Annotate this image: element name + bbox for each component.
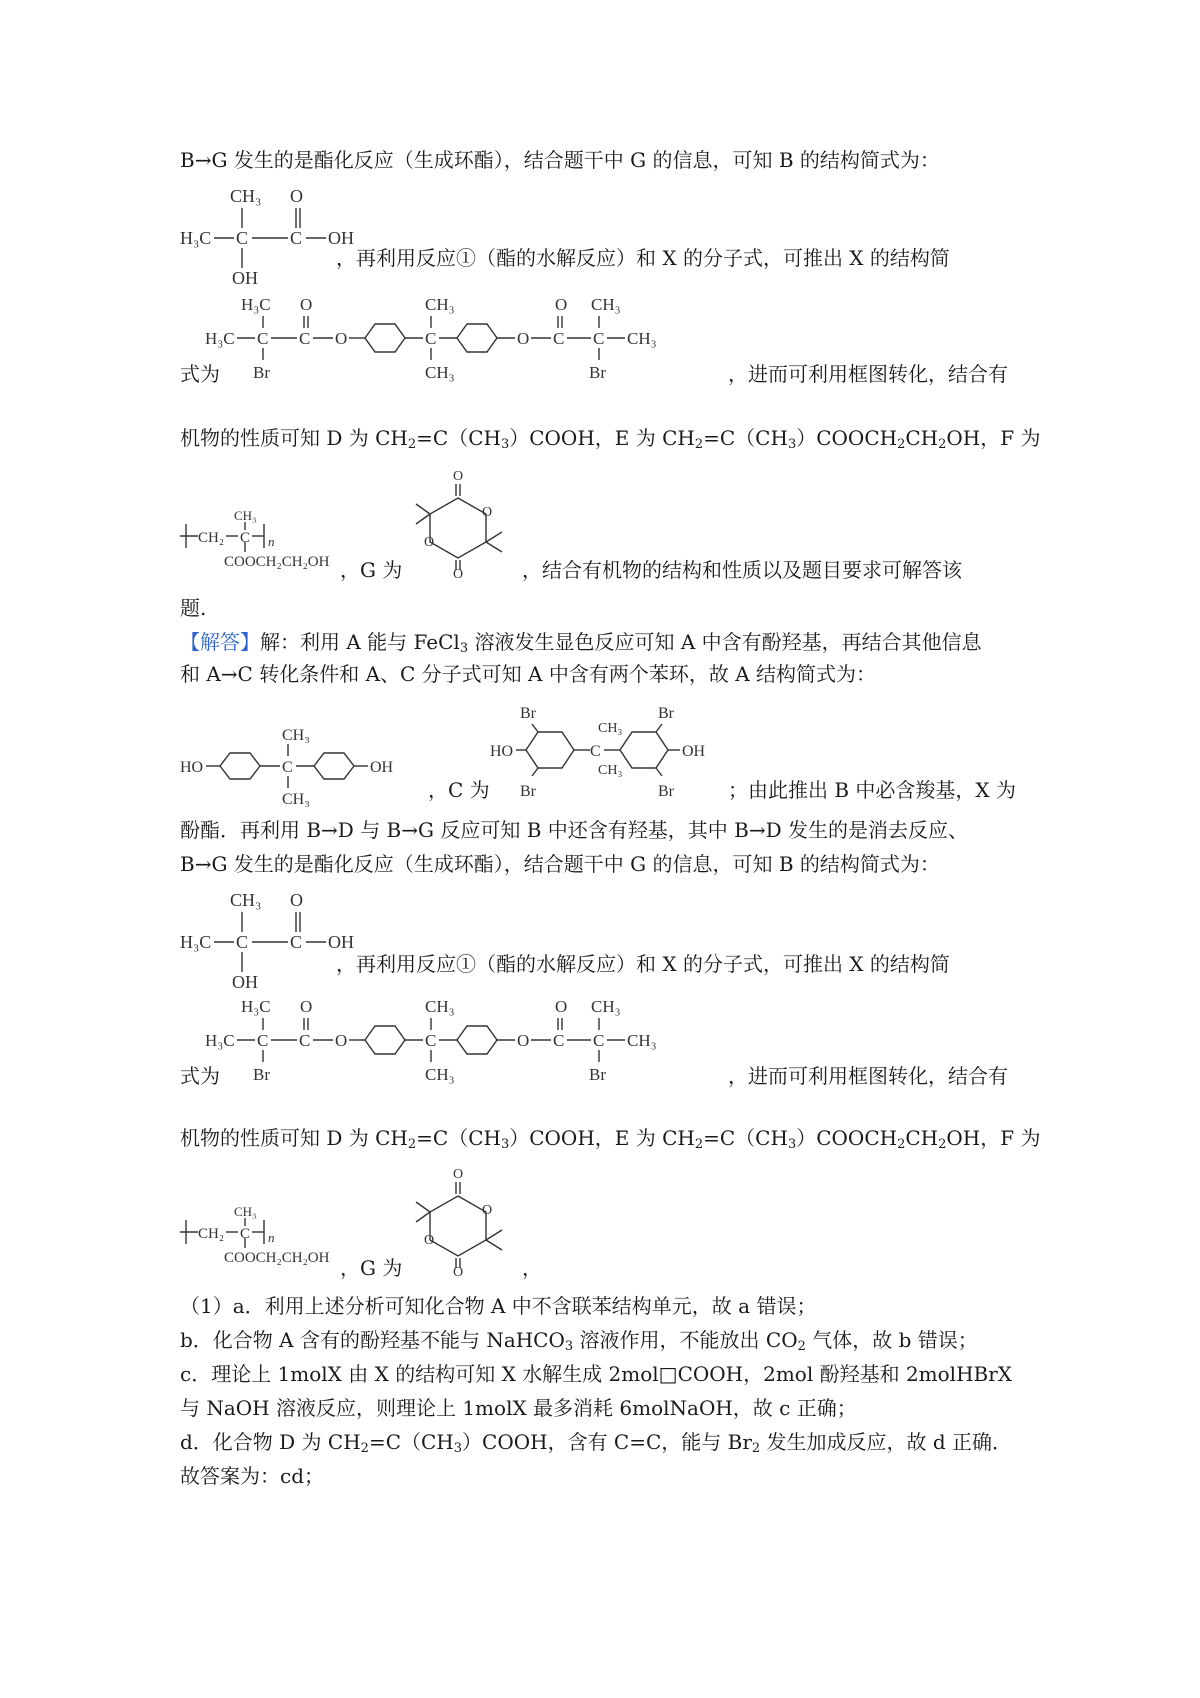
- group-label: O: [335, 329, 348, 348]
- group-label: HO: [490, 743, 514, 760]
- text-line: 机物的性质可知 D 为 $CH_2=C(CH_3)COOH$，E 为 $CH_2=C(CH_3)COOCH_2CH_2OH$，F 为: [180, 1126, 1041, 1152]
- text-line: ，结合有机物的结构和性质以及题目要求可解答该: [522, 558, 962, 582]
- group-label: O: [300, 295, 313, 314]
- text-line: 故答案为：cd；: [180, 1464, 325, 1488]
- text-line: 与 NaOH 溶液反应，则理论上 1molX 最多消耗 6molNaOH，故 c 正确；: [180, 1396, 857, 1420]
- group-label: Br: [589, 1065, 606, 1084]
- text-line: ，进而可利用框图转化，结合有: [728, 362, 1008, 386]
- text-line: ，G 为: [340, 558, 403, 582]
- group-label: CH₃: [230, 890, 262, 910]
- group-label: COOCH₂CH₂OH: [224, 554, 330, 570]
- structure-c: [490, 700, 740, 810]
- group-label: C: [425, 329, 437, 348]
- group-label: CH₂: [198, 530, 225, 546]
- group-label: O: [555, 997, 568, 1016]
- group-label: O: [482, 505, 493, 520]
- group-label: CH₃: [234, 1206, 257, 1219]
- group-label: C: [299, 1031, 311, 1050]
- group-label: Br: [253, 1065, 270, 1084]
- group-label: CH₃: [230, 186, 262, 206]
- group-label: O: [482, 1203, 493, 1218]
- group-label: O: [453, 1265, 464, 1276]
- group-label: OH: [232, 268, 258, 288]
- structure-x: [205, 992, 725, 1092]
- text-line: 式为: [180, 1064, 220, 1088]
- group-label: Br: [520, 783, 536, 800]
- text-line: B→G 发生的是酯化反应（生成环酯），结合题干中 G 的信息，可知 B 的结构简式为：: [180, 852, 940, 876]
- group-label: C: [282, 759, 293, 776]
- group-label: O: [424, 1233, 435, 1248]
- text-line: 题.: [180, 596, 207, 620]
- group-label: n: [268, 534, 275, 549]
- group-label: H₃C: [241, 295, 271, 314]
- group-label: H₃C: [205, 329, 235, 348]
- group-label: OH: [682, 743, 706, 760]
- group-label: C: [553, 329, 565, 348]
- group-label: n: [268, 1230, 275, 1245]
- group-label: CH₂: [198, 1226, 225, 1242]
- group-label: H₃C: [205, 1031, 235, 1050]
- text-line: d．化合物 D 为 $CH_2=C(CH_3)COOH$，含有 C=C，能与 $Br_2$ 发生加成反应，故 d 正确．: [180, 1430, 1013, 1456]
- group-label: CH₃: [425, 997, 455, 1016]
- text-line: ，进而可利用框图转化，结合有: [728, 1064, 1008, 1088]
- group-label: C: [236, 932, 249, 952]
- group-label: CH₃: [425, 1065, 455, 1084]
- group-label: Br: [658, 783, 674, 800]
- group-label: O: [290, 890, 303, 910]
- group-label: C: [425, 1031, 437, 1050]
- group-label: O: [453, 1167, 464, 1182]
- group-label: CH₃: [627, 1031, 657, 1050]
- group-label: HO: [180, 759, 204, 776]
- structure-a: [180, 720, 420, 810]
- structure-b: [180, 884, 380, 994]
- group-label: OH: [328, 932, 354, 952]
- text-line: c．理论上 1molX 由 X 的结构可知 X 水解生成 2mol□COOH，2mol 酚羟基和 2molHBrX: [180, 1362, 1013, 1386]
- group-label: C: [299, 329, 311, 348]
- group-label: OH: [328, 228, 354, 248]
- group-label: C: [236, 228, 249, 248]
- group-label: C: [240, 1226, 251, 1242]
- group-label: Br: [589, 363, 606, 382]
- group-label: O: [453, 567, 464, 578]
- group-label: O: [517, 329, 530, 348]
- group-label: O: [300, 997, 313, 1016]
- group-label: CH₃: [425, 363, 455, 382]
- structure-g: [410, 468, 520, 578]
- text-line: 机物的性质可知 D 为 $CH_2=C(CH_3)COOH$，E 为 $CH_2=C(CH_3)COOCH_2CH_2OH$，F 为: [180, 426, 1041, 452]
- group-label: O: [335, 1031, 348, 1050]
- group-label: C: [553, 1031, 565, 1050]
- text-line: ；由此推出 B 中必含羧基，X 为: [728, 778, 1017, 802]
- group-label: O: [517, 1031, 530, 1050]
- answer-tag: 【解答】: [180, 630, 260, 654]
- text-line: 【解答】解：利用 A 能与 FeCl$_3$ 溶液发生显色反应可知 A 中含有酚羟基，再结合其他信息: [180, 630, 982, 656]
- text-line: b．化合物 A 含有的酚羟基不能与 NaHCO$_3$ 溶液作用，不能放出 $CO_2$ 气体，故 b 错误；: [180, 1328, 978, 1354]
- group-label: C: [590, 743, 601, 760]
- group-label: CH₃: [627, 329, 657, 348]
- group-label: CH₃: [282, 791, 310, 808]
- group-label: O: [424, 535, 435, 550]
- group-label: CH₃: [282, 727, 310, 744]
- text-line: ，再利用反应①（酯的水解反应）和 X 的分子式，可推出 X 的结构简: [336, 952, 950, 976]
- group-label: CH₃: [234, 510, 257, 523]
- group-label: Br: [253, 363, 270, 382]
- structure-x: [205, 290, 725, 390]
- group-label: COOCH₂CH₂OH: [224, 1250, 330, 1266]
- text-line: 和 A→C 转化条件和 A、C 分子式可知 A 中含有两个苯环，故 A 结构简式为：: [180, 662, 876, 686]
- text-line: ，C 为: [428, 778, 490, 802]
- structure-g: [410, 1166, 520, 1276]
- group-label: CH₃: [598, 721, 623, 736]
- text-line: B→G 发生的是酯化反应（生成环酯），结合题干中 G 的信息，可知 B 的结构简式为：: [180, 148, 940, 172]
- group-label: CH₃: [425, 295, 455, 314]
- group-label: C: [290, 932, 303, 952]
- group-label: C: [593, 1031, 605, 1050]
- group-label: CH₃: [591, 295, 621, 314]
- group-label: H₃C: [180, 228, 212, 248]
- group-label: C: [257, 1031, 269, 1050]
- structure-b: [180, 180, 380, 290]
- text-line: ，: [522, 1256, 542, 1280]
- group-label: C: [290, 228, 303, 248]
- text-line: 式为: [180, 362, 220, 386]
- text-line: ，G 为: [340, 1256, 403, 1280]
- group-label: H₃C: [180, 932, 212, 952]
- group-label: CH₃: [598, 763, 623, 778]
- group-label: Br: [658, 705, 674, 722]
- group-label: O: [290, 186, 303, 206]
- group-label: O: [453, 469, 464, 484]
- group-label: C: [240, 530, 251, 546]
- text-line: ，再利用反应①（酯的水解反应）和 X 的分子式，可推出 X 的结构简: [336, 246, 950, 270]
- text-line: 酚酯．再利用 B→D 与 B→G 反应可知 B 中还含有羟基，其中 B→D 发生的是消去反应、: [180, 818, 968, 842]
- group-label: OH: [370, 759, 394, 776]
- group-label: C: [593, 329, 605, 348]
- text-line: （1）a．利用上述分析可知化合物 A 中不含联苯结构单元，故 a 错误；: [180, 1294, 817, 1318]
- group-label: O: [555, 295, 568, 314]
- group-label: H₃C: [241, 997, 271, 1016]
- group-label: Br: [520, 705, 536, 722]
- group-label: OH: [232, 972, 258, 992]
- group-label: CH₃: [591, 997, 621, 1016]
- group-label: C: [257, 329, 269, 348]
